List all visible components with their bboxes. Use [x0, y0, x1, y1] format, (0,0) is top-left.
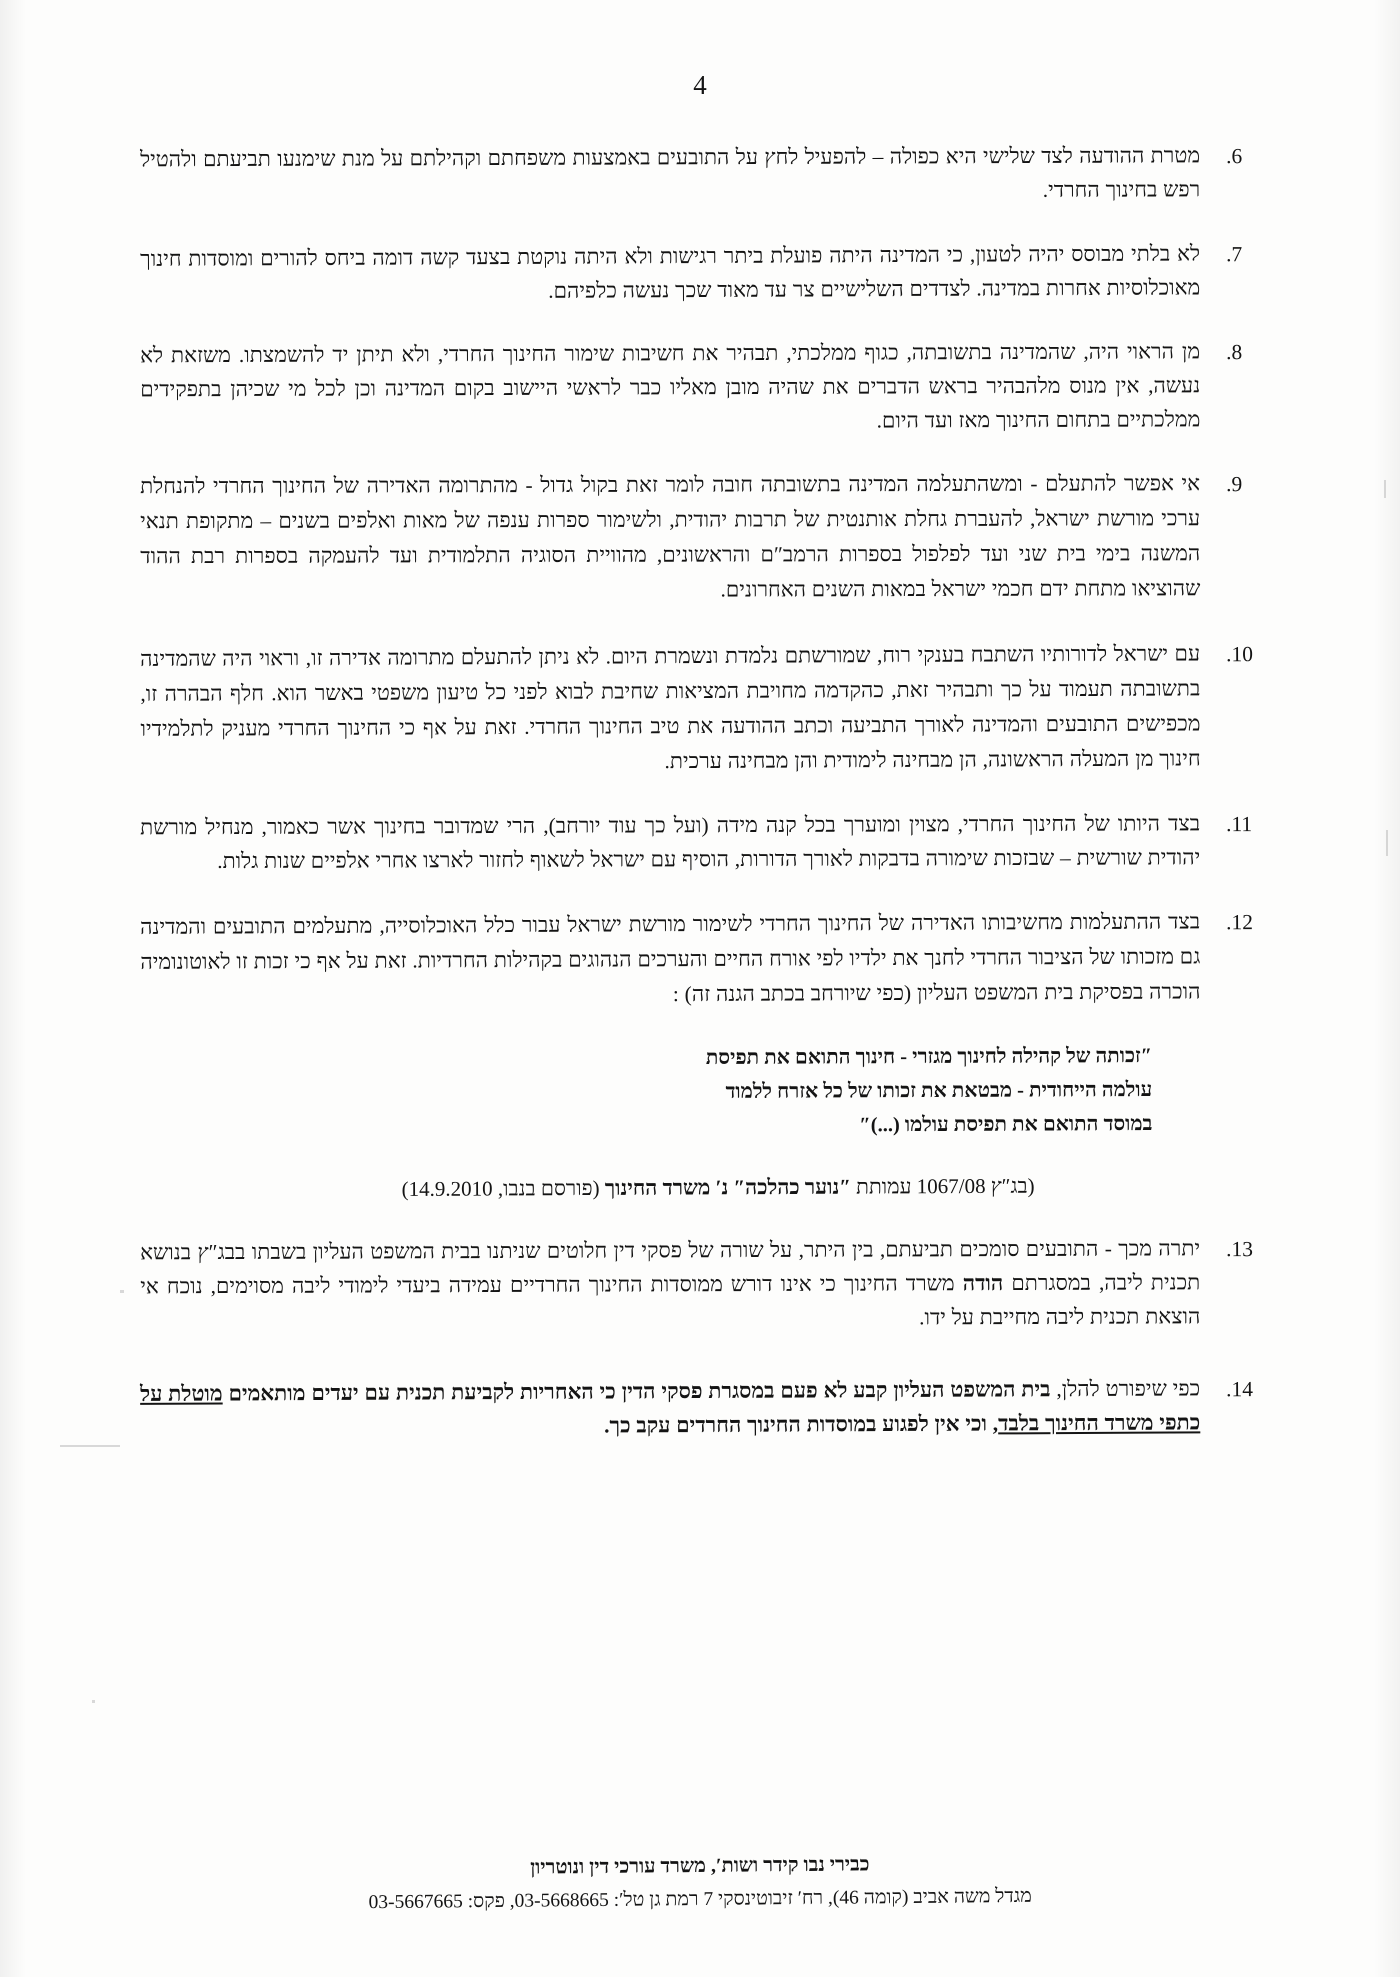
clause-text-11: בצד היותו של החינוך החרדי, מצוין ומוערך בכל קנה מידה (ועל כך עוד יורחב), הרי שמדובר בחינוך אשר כאמור, מנחיל מורשת יהודית שורשית – שבזכות שימורה בדבקות לאורך הדורות, הוסיף עם ישראל לשאוף לחזור לארצו אחרי אלפיים שנות גלות.	[140, 811, 1201, 874]
clause-9	[126, 466, 1272, 609]
clause-number-14: .14	[1226, 1377, 1254, 1402]
clause-number-9: .9	[1226, 472, 1243, 497]
clause-number-11: .11	[1226, 812, 1253, 837]
clause-text-6: מטרת ההודעה לצד שלישי היא כפולה – להפעיל לחץ על התובעים באמצעות משפחתם וקהילתם על מנת שימנעו תביעתם ולהטיל רפש בחינוך החרדי.	[140, 143, 1201, 202]
scan-artifact	[1386, 830, 1388, 856]
quotation-line-1: ″זכותה של קהילה לחינוך מגזרי - חינוך התואם את תפיסת	[705, 1045, 1153, 1069]
quotation-block	[316, 1039, 1152, 1145]
document-body	[126, 138, 1272, 1469]
clause-14	[126, 1371, 1272, 1445]
clause-text-9: אי אפשר להתעלם - ומשהתעלמה המדינה בתשובתה חובה לומר זאת בקול גדול - מהתרומה האדירה של החינוך החרדי להנחלת ערכי מורשת ישראל, להעברת גחלת אותנטית של תרבות יהודית, ולשימור ספרות ענפה של מאות ואלפים בשנים – מתקופת תנאי המשנה בימי בית שני ועד לפלפול בספרות הרמב″ם והראשונים, מהוויית הסוגיה התלמודית ועד להעמקה בספרות רבת ההוד שהוציאו מתחת ידם חכמי ישראל במאות השנים האחרונים.	[140, 471, 1201, 602]
clause-13-segment-1: יתרה מכך - התובעים סומכים תביעתם, בין היתר, על שורה של פסקי דין חלוטים שניתנו בבית המשפט העליון בשבתו בבג″ץ בנושא תכנית ליבה, במסגרתם	[140, 1236, 1201, 1296]
clause-13	[126, 1231, 1272, 1337]
clause-text-7: לא בלתי מבוסס יהיה לטעון, כי המדינה היתה פועלת ביתר רגישות ולא היתה נוקטת בצעד קשה דומה ביחס להורים ומוסדות חינוך מאוכלוסיות אחרות במדינה. לצדדים השלישיים צר עד מאוד שכך נעשה כלפיהם.	[140, 241, 1201, 303]
page-footer	[0, 1844, 1400, 1921]
scan-artifact	[60, 1445, 120, 1447]
scan-artifact	[1384, 480, 1386, 498]
scan-edge-left	[0, 0, 26, 1977]
citation-case-name: ″נוער כהלכה″ נ′ משרד החינוך	[604, 1174, 851, 1200]
clause-13-segment-2-bold: הודה	[962, 1271, 1004, 1296]
clause-14-segment-1: כפי שיפורט להלן,	[1050, 1376, 1201, 1402]
case-citation	[276, 1169, 1160, 1206]
clause-text-8: מן הראוי היה, שהמדינה בתשובתה, כגוף ממלכתי, תבהיר את חשיבות שימור החינוך החרדי, ולא תיתן יד להשמצתו. משזאת לא נעשה, אין מנוס מלהבהיר בראש הדברים את שהיה מובן מאליו כבר לראשי היישוב בקום המדינה וכן לכל מי שכיהן בתפקידים ממלכתיים בתחום החינוך מאז ועד היום.	[140, 339, 1201, 433]
clause-number-12: .12	[1226, 910, 1254, 935]
citation-suffix: (פורסם בנבו, 14.9.2010)	[401, 1175, 605, 1201]
footer-firm-name: כבירי נבו קידר ושות′, משרד עורכי דין ונוטריון	[530, 1853, 870, 1879]
clause-text-14	[126, 1371, 1226, 1445]
clause-13-segment-3: משרד החינוך כי אינו דורש ממוסדות החינוך החרדיים עמידה ביעדי לימודי ליבה מסוימים, נוכח אי הוצאת תכנית ליבה מחייבת על ידו.	[140, 1271, 1201, 1330]
scan-artifact	[120, 1290, 124, 1293]
clause-14-segment-2-bold: בית המשפט העליון קבע לא פעם במסגרת פסקי הדין כי האחריות לקביעת תכנית עם יעדים מותאמים	[222, 1377, 1051, 1406]
scan-edge-right	[1374, 0, 1400, 1977]
clause-8	[126, 334, 1272, 440]
clause-number-13: .13	[1226, 1237, 1253, 1262]
page-number: 4	[693, 70, 707, 100]
clause-text-12: בצד ההתעלמות מחשיבותו האדירה של החינוך החרדי לשימור מורשת ישראל עבור כלל האוכלוסייה, מתעלמים התובעים והמדינה גם מזכותו של הציבור החרדי לחנך את ילדיו לפי אורח החיים והערכים הנהוגים בקהילות החרדיות. זאת על אף כי זכות זו לאוטונומיה הוכרה בפסיקת בית המשפט העליון (כפי שיורחב בכתב הגנה זה) :	[140, 909, 1201, 1007]
clause-14-segment-4-bold: , וכי אין לפגוע במוסדות החינוך החרדים עקב כך.	[604, 1411, 999, 1438]
clause-7	[126, 236, 1272, 310]
quotation-line-2: עולמה הייחודית - מבטאת את זכותו של כל אזרח ללמוד	[725, 1078, 1153, 1103]
citation-prefix: (בג″ץ 1067/08 עמותת	[850, 1173, 1035, 1199]
quotation-line-3: במוסד התואם את תפיסת עולמו (...)″	[859, 1112, 1153, 1137]
scan-artifact	[92, 1700, 95, 1703]
clause-12	[126, 904, 1273, 1015]
clause-14-segment-3-underline: מוטלת על כתפי משרד החינוך בלבד	[140, 1381, 1201, 1436]
footer-address: מגדל משה אביב (קומה 46), רח′ זיבוטינסקי 7 רמת גן טל′: 03-5668665, פקס: 03-5667665	[368, 1885, 1032, 1914]
clause-number-8: .8	[1226, 340, 1243, 365]
clause-number-7: .7	[1226, 242, 1243, 267]
clause-10	[126, 636, 1273, 782]
clause-text-13	[126, 1231, 1226, 1337]
clause-11	[126, 806, 1272, 878]
clause-text-10: עם ישראל לדורותיו השתבח בענקי רוח, שמורשתם נלמדת ונשמרת היום. לא ניתן להתעלם מתרומה אדירה זו, וראוי היה שהמדינה בתשובתה תעמוד על כך ותבהיר זאת, כהקדמה מחויבת המציאות שחיבת לבוא לפני כל טיעון משפטי באשר הוא. חלף הבהרה זו, מכפישים התובעים והמדינה לאורך התביעה וכתב ההודעה את טיב החינוך החרדי. זאת על אף כי החינוך החרדי מעניק לתלמידיו חינוך מן המעלה הראשונה, הן מבחינה לימודית והן מבחינה ערכית.	[140, 641, 1201, 774]
clause-number-10: .10	[1226, 642, 1254, 667]
clause-number-6: .6	[1226, 144, 1243, 169]
clause-6	[126, 138, 1272, 210]
